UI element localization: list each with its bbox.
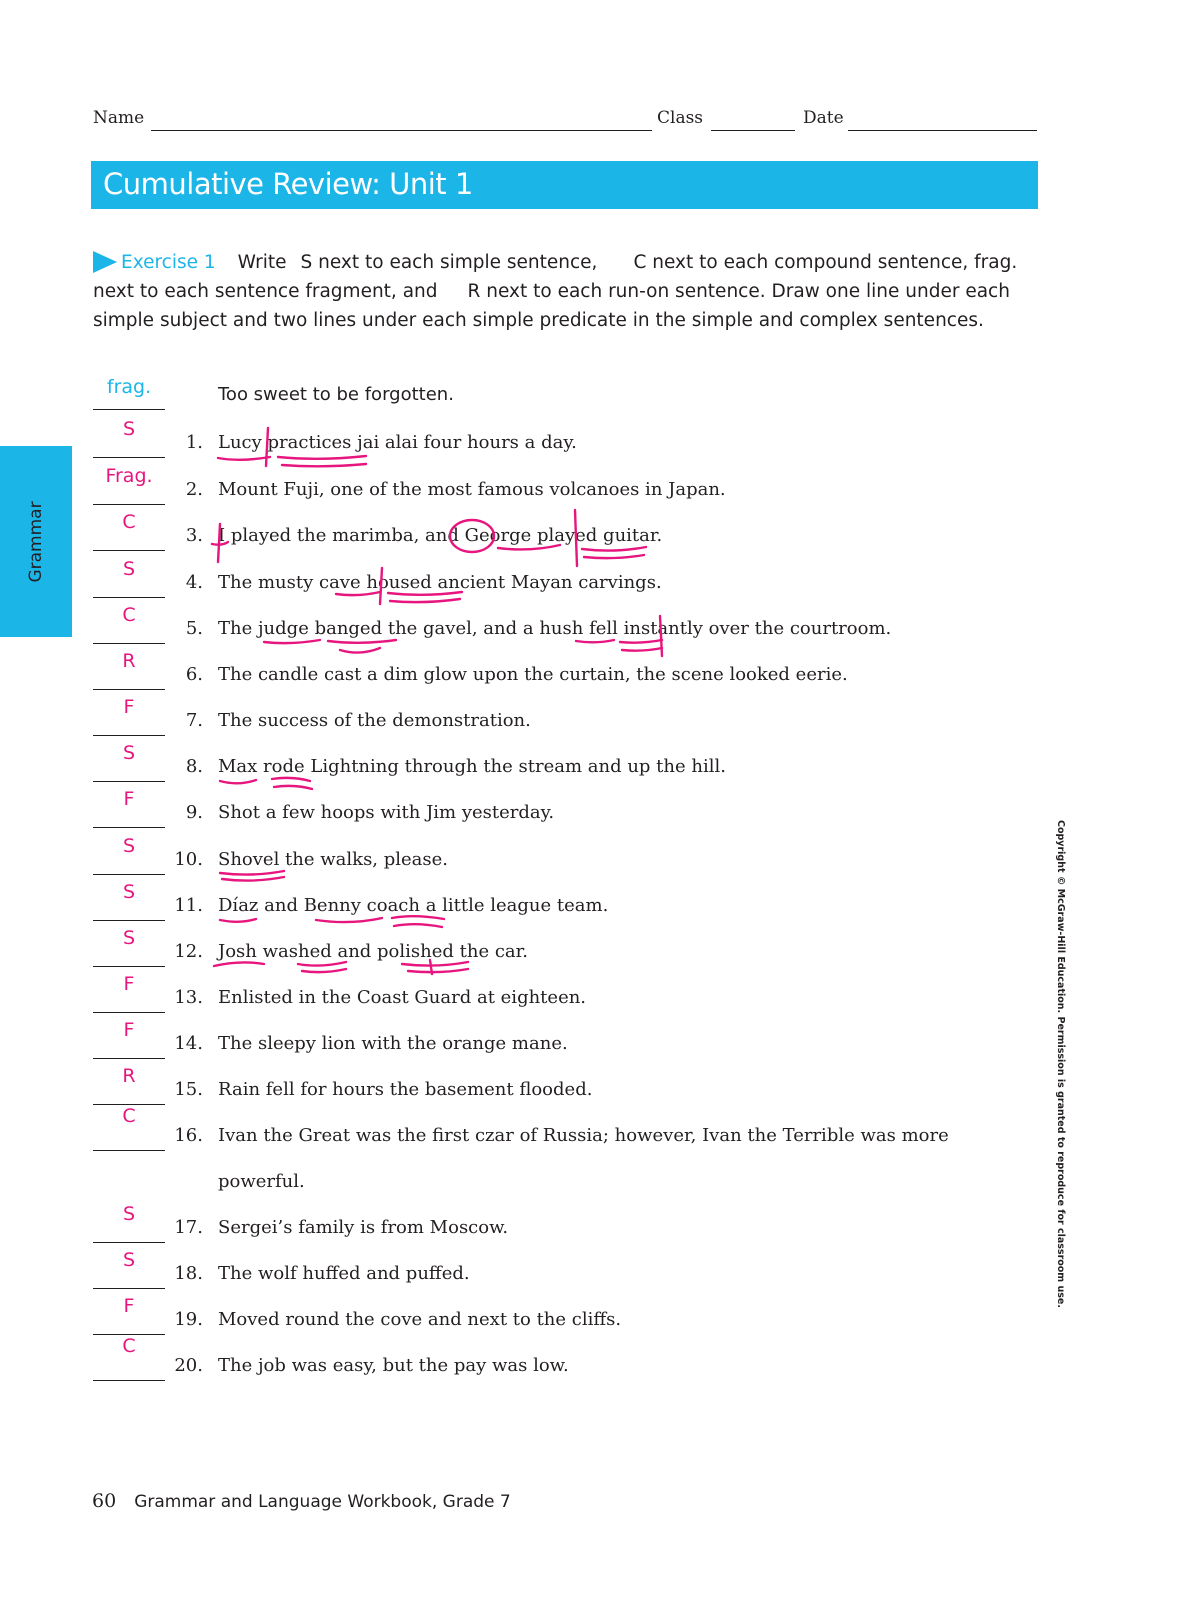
item-number: 8. [185, 756, 203, 777]
name-label: Name [93, 108, 145, 128]
item-sentence: I played the marimba, and George played guitar. [218, 525, 663, 546]
item-number: 16. [174, 1125, 203, 1146]
item-number: 7. [185, 710, 203, 731]
instruction-text: Write [237, 252, 287, 273]
exercise-item [0, 465, 1200, 505]
exercise-item [0, 696, 1200, 736]
handwritten-answer: C [122, 1335, 136, 1357]
handwritten-answer: S [122, 927, 136, 949]
code-s: S [300, 252, 313, 273]
answer-blank[interactable] [93, 550, 165, 551]
code-frag: frag. [974, 252, 1018, 273]
item-number: 12. [174, 941, 203, 962]
date-field-line[interactable] [848, 130, 1037, 131]
item-number: 2. [185, 479, 203, 500]
item-number: 1. [185, 432, 203, 453]
exercise-item [0, 418, 1200, 458]
item-sentence: Sergei’s family is from Moscow. [218, 1217, 509, 1238]
name-field-line[interactable] [151, 130, 652, 131]
item-sentence-continued: powerful. [218, 1171, 305, 1192]
handwritten-answer: R [122, 650, 136, 672]
handwritten-answer: S [122, 742, 136, 764]
item-number: 10. [174, 849, 203, 870]
item-number: 4. [185, 572, 203, 593]
page-title: Cumulative Review: Unit 1 [103, 167, 473, 201]
handwritten-answer: R [122, 1065, 136, 1087]
item-sentence: The judge banged the gavel, and a hush fell instantly over the courtroom. [218, 618, 892, 639]
answer-blank[interactable] [93, 1242, 165, 1243]
class-field-line[interactable] [711, 130, 795, 131]
handwritten-answer: C [122, 604, 136, 626]
item-sentence: The wolf huffed and puffed. [218, 1263, 470, 1284]
handwritten-answer: C [122, 511, 136, 533]
example-sentence: Too sweet to be forgotten. [218, 384, 454, 405]
exercise-item [0, 1295, 1200, 1335]
answer-blank[interactable] [93, 920, 165, 921]
exercise-item [0, 1105, 1200, 1192]
item-sentence: The success of the demonstration. [218, 710, 531, 731]
handwritten-answer: F [123, 973, 135, 995]
item-sentence: The musty cave housed ancient Mayan carvings. [218, 572, 662, 593]
item-sentence: The candle cast a dim glow upon the curtain, the scene looked eerie. [218, 664, 848, 685]
item-sentence: Ivan the Great was the first czar of Russia; however, Ivan the Terrible was more [218, 1125, 949, 1146]
item-number: 18. [174, 1263, 203, 1284]
item-number: 15. [174, 1079, 203, 1100]
item-number: 11. [174, 895, 203, 916]
handwritten-answer: S [122, 1203, 136, 1225]
item-number: 13. [174, 987, 203, 1008]
item-sentence: Shovel the walks, please. [218, 849, 449, 870]
handwritten-answer: F [123, 788, 135, 810]
instruction-text: next to each compound sentence, [652, 252, 969, 273]
item-sentence: Mount Fuji, one of the most famous volcanoes in Japan. [218, 479, 726, 500]
item-sentence: Lucy practices jai alai four hours a day. [218, 432, 577, 453]
side-tab-label: Grammar [26, 500, 46, 583]
exercise-item [0, 1203, 1200, 1243]
copyright-notice [1052, 820, 1066, 1308]
answer-blank[interactable] [93, 827, 165, 828]
exercise-item [0, 1249, 1200, 1289]
exercise-instructions [93, 248, 1033, 335]
answer-blank[interactable] [93, 781, 165, 782]
exercise-item [0, 742, 1200, 782]
handwritten-answer: S [122, 558, 136, 580]
answer-blank[interactable] [93, 409, 165, 410]
exercise-item [0, 881, 1200, 921]
code-c: C [633, 252, 647, 273]
item-sentence: Max rode Lightning through the stream and up the hill. [218, 756, 726, 777]
item-number: 17. [174, 1217, 203, 1238]
answer-blank[interactable] [93, 1012, 165, 1013]
item-number: 9. [185, 802, 203, 823]
item-number: 20. [174, 1355, 203, 1376]
instruction-text: next to each sentence fragment, and [93, 281, 438, 302]
item-number: 19. [174, 1309, 203, 1330]
item-sentence: The job was easy, but the pay was low. [218, 1355, 569, 1376]
handwritten-answer: F [123, 1295, 135, 1317]
item-sentence: Josh washed and polished the car. [218, 941, 528, 962]
answer-blank[interactable] [93, 1380, 165, 1381]
exercise-item [0, 835, 1200, 875]
answer-blank[interactable] [93, 735, 165, 736]
handwritten-answer: S [122, 881, 136, 903]
item-sentence: Rain fell for hours the basement flooded. [218, 1079, 593, 1100]
item-sentence: Shot a few hoops with Jim yesterday. [218, 802, 555, 823]
handwritten-answer: C [122, 1105, 136, 1127]
exercise-item [0, 604, 1200, 644]
exercise-arrow-icon [93, 251, 117, 273]
exercise-item [0, 511, 1200, 551]
handwritten-answer: S [122, 1249, 136, 1271]
answer-blank[interactable] [93, 504, 165, 505]
item-number: 6. [185, 664, 203, 685]
answer-blank[interactable] [93, 1058, 165, 1059]
title-banner [91, 161, 1038, 209]
answer-blank[interactable] [93, 874, 165, 875]
item-number: 5. [185, 618, 203, 639]
exercise-label: Exercise 1 [121, 252, 216, 273]
item-sentence: Enlisted in the Coast Guard at eighteen. [218, 987, 587, 1008]
item-number: 14. [174, 1033, 203, 1054]
exercise-item [0, 1065, 1200, 1105]
exercise-item [0, 650, 1200, 690]
instruction-text: next to each run-on sentence. Draw one line under each simple subject and two lines under each simple predicate in the simple and complex sentences. [93, 281, 1010, 331]
item-number: 3. [185, 525, 203, 546]
handwritten-answer: F [123, 1019, 135, 1041]
page-footer [92, 1490, 511, 1512]
exercise-item [0, 973, 1200, 1013]
item-sentence: Díaz and Benny coach a little league team. [218, 895, 609, 916]
date-label: Date [803, 108, 844, 128]
answer-blank[interactable] [93, 1150, 165, 1151]
item-sentence: The sleepy lion with the orange mane. [218, 1033, 568, 1054]
example-row [0, 376, 1200, 410]
exercise-item [0, 1335, 1200, 1381]
answer-blank[interactable] [93, 643, 165, 644]
book-title: Grammar and Language Workbook, Grade 7 [134, 1492, 511, 1512]
code-r: R [467, 281, 481, 302]
example-answer: frag. [106, 376, 152, 398]
copyright-text: Copyright © McGraw-Hill Education. Permission is granted to reproduce for classroom use. [1055, 820, 1066, 1308]
instruction-text: next to each simple sentence, [318, 252, 598, 273]
answer-blank[interactable] [93, 689, 165, 690]
handwritten-answer: S [122, 418, 136, 440]
answer-blank[interactable] [93, 597, 165, 598]
exercise-item [0, 788, 1200, 828]
class-label: Class [657, 108, 704, 128]
item-sentence: Moved round the cove and next to the cliffs. [218, 1309, 622, 1330]
answer-blank[interactable] [93, 966, 165, 967]
handwritten-answer: S [122, 835, 136, 857]
handwritten-answer: F [123, 696, 135, 718]
handwritten-answer: Frag. [105, 465, 153, 487]
answer-blank[interactable] [93, 457, 165, 458]
exercise-item [0, 1019, 1200, 1059]
page-number: 60 [92, 1490, 117, 1512]
exercise-item [0, 558, 1200, 598]
answer-blank[interactable] [93, 1288, 165, 1289]
exercise-item [0, 927, 1200, 967]
